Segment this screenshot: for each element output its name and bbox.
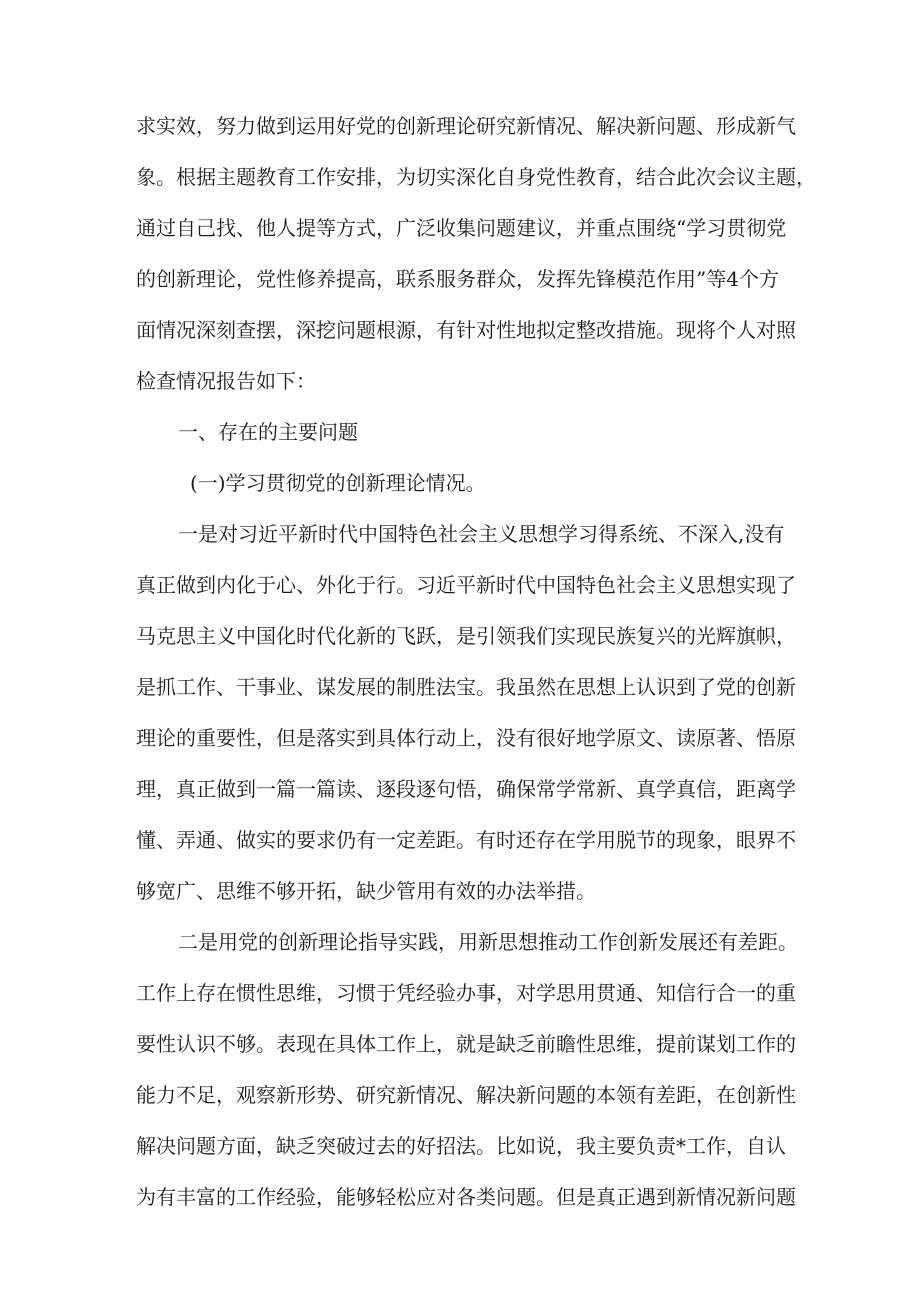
paragraph-line: 理论的重要性，但是落实到具体行动上，没有很好地学原文、读原著、悟原 [136,726,796,750]
section-heading: 一、存在的主要问题 [178,420,358,444]
paragraph-line: 一是对习近平新时代中国特色社会主义思想学习得系统、不深入,没有 [178,522,785,546]
paragraph-line: 解决问题方面，缺乏突破过去的好招法。比如说，我主要负责*工作，自认 [136,1134,786,1158]
paragraph-line: 检查情况报告如下： [136,369,316,393]
paragraph-line: 通过自己找、他人提等方式，广泛收集问题建议，并重点围绕“学习贯彻党 [136,216,787,240]
paragraph-line: 够宽广、思维不够开拓，缺少管用有效的办法举措。 [136,879,596,903]
paragraph-line: 的创新理论，党性修养提高，联系服务群众，发挥先锋模范作用”等4个方 [136,267,779,291]
paragraph-line: 二是用党的创新理论指导实践，用新思想推动工作创新发展还有差距。 [178,930,798,954]
paragraph-line: 懂、弄通、做实的要求仍有一定差距。有时还存在学用脱节的现象，眼界不 [136,828,796,852]
paragraph-line: 是抓工作、干事业、谋发展的制胜法宝。我虽然在思想上认识到了党的创新 [136,675,796,699]
paragraph-line: 面情况深刻查摆，深挖问题根源，有针对性地拟定整改措施。现将个人对照 [136,318,796,342]
subsection-heading: (一)学习贯彻党的创新理论情况。 [190,471,486,495]
paragraph-line: 为有丰富的工作经验，能够轻松应对各类问题。但是真正遇到新情况新问题 [136,1185,796,1209]
paragraph-line: 求实效，努力做到运用好党的创新理论研究新情况、解决新问题、形成新气 [136,114,796,138]
paragraph-line: 真正做到内化于心、外化于行。习近平新时代中国特色社会主义思想实现了 [136,573,796,597]
paragraph-line: 工作上存在惯性思维，习惯于凭经验办事，对学思用贯通、知信行合一的重 [136,981,796,1005]
paragraph-line: 象。根据主题教育工作安排，为切实深化自身党性教育，结合此次会议主题， [136,165,816,189]
paragraph-line: 要性认识不够。表现在具体工作上，就是缺乏前瞻性思维，提前谋划工作的 [136,1032,796,1056]
paragraph-line: 理，真正做到一篇一篇读、逐段逐句悟，确保常学常新、真学真信，距离学 [136,777,796,801]
paragraph-line: 马克思主义中国化时代化新的飞跃，是引领我们实现民族复兴的光辉旗帜， [136,624,796,648]
paragraph-line: 能力不足，观察新形势、研究新情况、解决新问题的本领有差距，在创新性 [136,1083,796,1107]
